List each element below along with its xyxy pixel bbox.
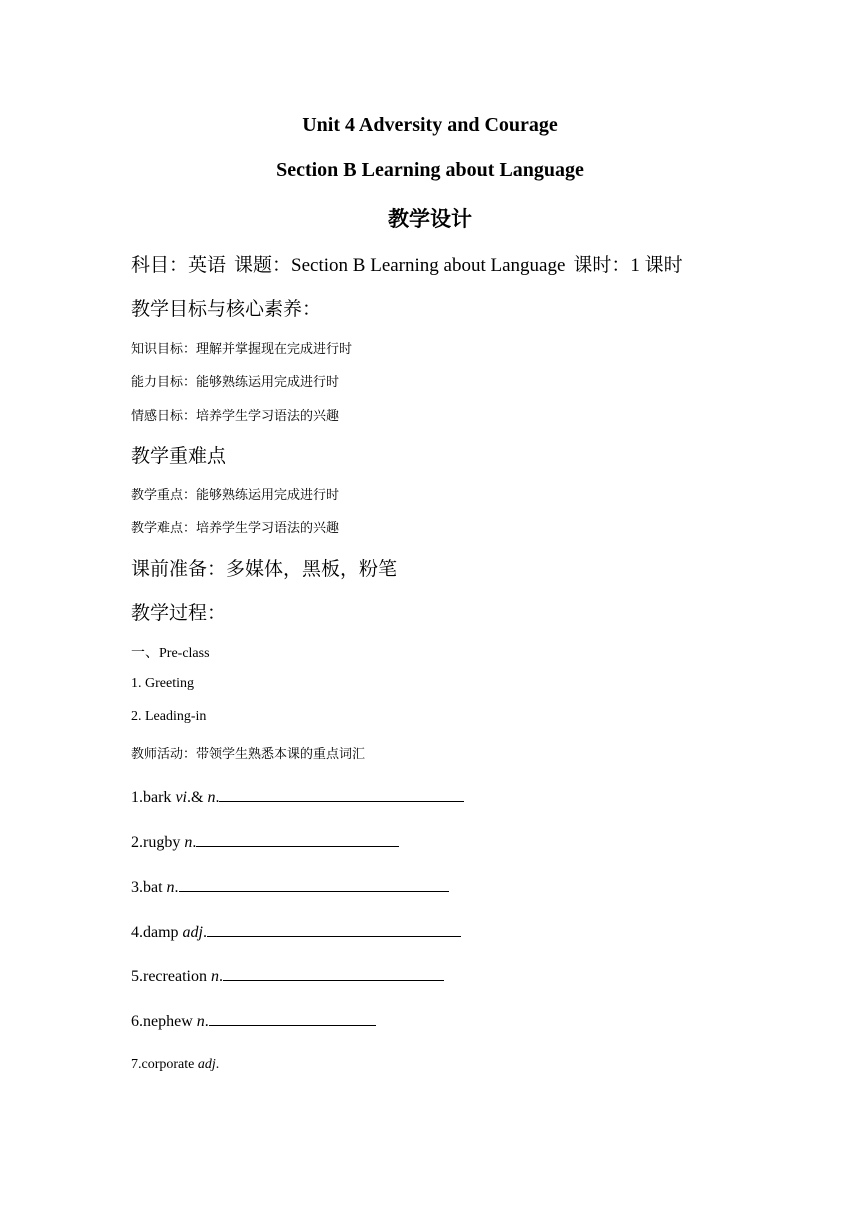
vocab-item: 6.nephew n. — [131, 1011, 376, 1031]
objective-knowledge: 知识目标：理解并掌握现在完成进行时 — [131, 341, 353, 356]
subject-value: 英语 — [188, 255, 227, 276]
objective-emotion: 情感日标：培养学生学习语法的兴趣 — [131, 408, 340, 423]
topic-value: Section B Learning about Language — [291, 255, 566, 276]
vocab-item: 2.rugby n. — [131, 832, 399, 852]
hours-value: 1 课时 — [630, 255, 683, 276]
answer-blank[interactable] — [196, 832, 399, 847]
topic-label: 课题： — [234, 255, 292, 276]
objective-ability: 能力目标：能够熟练运用完成进行时 — [131, 374, 340, 389]
answer-blank[interactable] — [223, 966, 444, 981]
vocab-item: 1.bark vi.& n. — [131, 787, 464, 807]
key-point-difficulty: 教学难点：培养学生学习语法的兴趣 — [131, 520, 340, 535]
preparation-line: 课前准备：多媒体，黑板，粉笔 — [131, 559, 398, 580]
document-type-heading: 教学设计 — [388, 207, 472, 231]
document-title: Unit 4 Adversity and Courage — [302, 114, 558, 136]
process-step-leading-in: 2. Leading-in — [131, 709, 207, 724]
answer-blank[interactable] — [207, 922, 461, 937]
answer-blank[interactable] — [209, 1011, 376, 1026]
document-subtitle: Section B Learning about Language — [276, 159, 584, 181]
process-heading: 教学过程： — [131, 603, 227, 624]
vocab-item: 5.recreation n. — [131, 966, 444, 986]
teacher-activity: 教师活动：带领学生熟悉本课的重点词汇 — [131, 746, 366, 761]
course-info-line — [131, 250, 683, 277]
hours-label: 课时： — [573, 255, 631, 276]
key-points-heading: 教学重难点 — [131, 446, 227, 467]
vocab-item: 7.corporate adj. — [131, 1057, 220, 1072]
vocab-item: 4.damp adj. — [131, 922, 461, 942]
vocab-item: 3.bat n. — [131, 877, 449, 897]
objectives-heading: 教学目标与核心素养： — [131, 299, 322, 320]
process-step-preclass: 一、Pre-class — [131, 646, 210, 661]
answer-blank[interactable] — [179, 877, 449, 892]
subject-label: 科目： — [131, 255, 189, 276]
answer-blank[interactable] — [219, 787, 464, 802]
key-point-focus: 教学重点：能够熟练运用完成进行时 — [131, 487, 340, 502]
process-step-greeting: 1. Greeting — [131, 676, 194, 691]
